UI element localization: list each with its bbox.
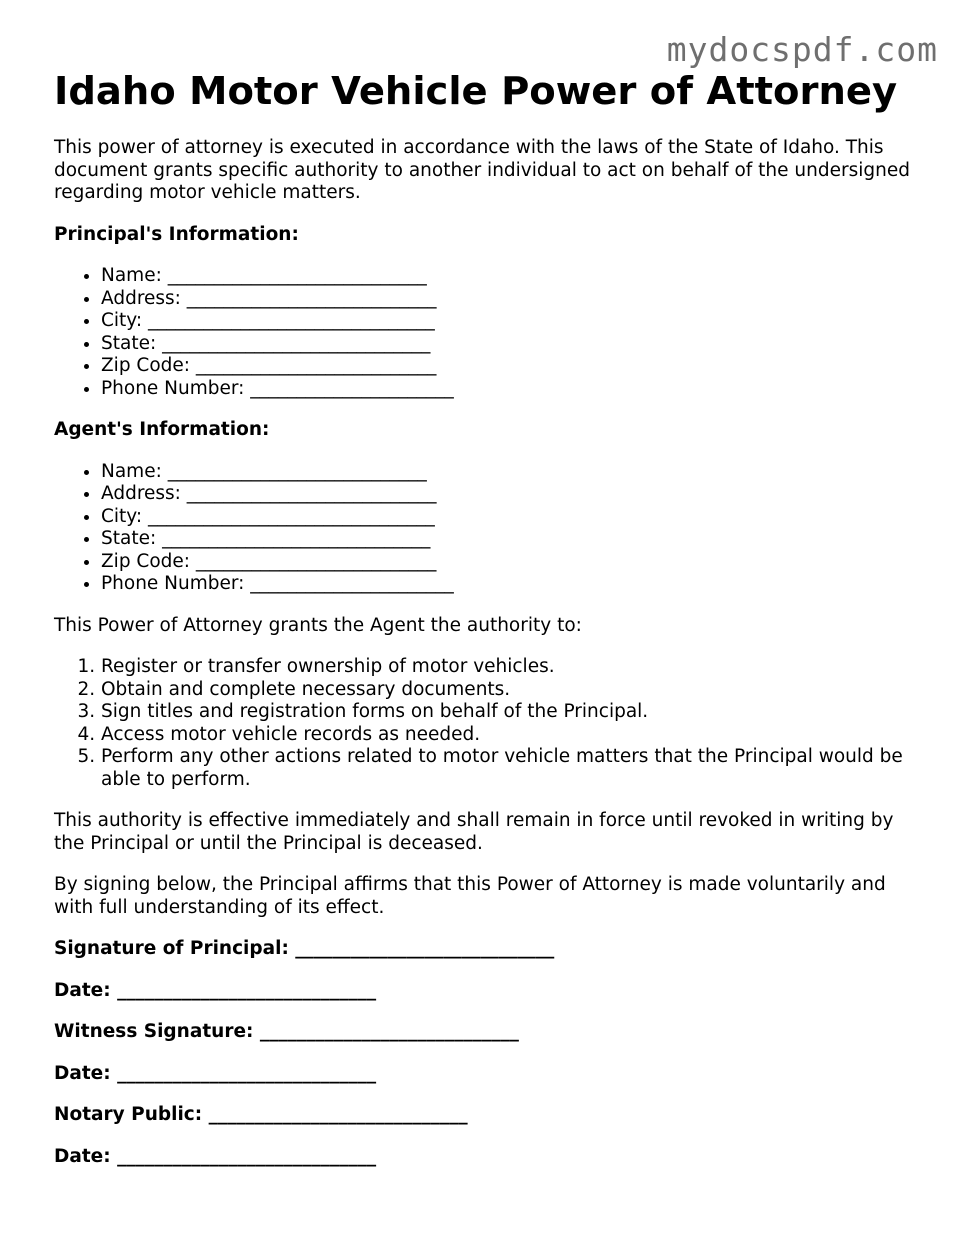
site-watermark: mydocspdf.com	[666, 30, 938, 69]
witness-signature-line: Witness Signature: ____________________________	[54, 1021, 519, 1042]
principal-phone-field: • Phone Number: ______________________	[101, 378, 914, 401]
notary-public-line: Notary Public: ____________________________	[54, 1104, 468, 1125]
intro-paragraph: This power of attorney is executed in accordance with the laws of the State of Idaho. This document grants specific authority to another individual to act on behalf of the undersigned regarding motor vehicle matters.	[54, 137, 910, 203]
agent-phone-field: • Phone Number: ______________________	[101, 573, 914, 596]
agent-name-field: • Name: ____________________________	[101, 461, 914, 484]
principal-state-field: • State: _____________________________	[101, 333, 914, 356]
principal-date-line: Date: ____________________________	[54, 979, 377, 1001]
principal-address-field: • Address: ___________________________	[101, 288, 914, 311]
authority-item: 4. Access motor vehicle records as needed.	[101, 724, 914, 747]
agent-address-field: • Address: ___________________________	[101, 483, 914, 506]
principal-heading: Principal's Information:	[54, 223, 299, 245]
authority-item: 2. Obtain and complete necessary documents.	[101, 679, 914, 702]
authority-item: 5. Perform any other actions related to motor vehicle matters that the Principal would be able to perform.	[101, 746, 914, 791]
agent-zip-field: • Zip Code: __________________________	[101, 551, 914, 574]
principal-name-field: • Name: ____________________________	[101, 265, 914, 288]
principal-zip-field: • Zip Code: __________________________	[101, 355, 914, 378]
agent-heading: Agent's Information:	[54, 419, 270, 440]
affirmation-paragraph: By signing below, the Principal affirms that this Power of Attorney is made voluntarily and with full understanding of its effect.	[54, 874, 886, 918]
document-title: Idaho Motor Vehicle Power of Attorney	[54, 69, 898, 114]
effective-paragraph: This authority is effective immediately and shall remain in force until revoked in writing by the Principal or until the Principal is deceased.	[54, 810, 894, 854]
authority-list	[54, 656, 914, 791]
agent-state-field: • State: _____________________________	[101, 528, 914, 551]
agent-city-field: • City: _______________________________	[101, 506, 914, 529]
principal-city-field: • City: _______________________________	[101, 310, 914, 333]
document-page	[54, 70, 914, 1187]
notary-date-line: Date: ____________________________	[54, 1145, 377, 1167]
principal-signature-line: Signature of Principal: ____________________________	[54, 938, 555, 959]
authority-intro: This Power of Attorney grants the Agent the authority to:	[54, 614, 582, 636]
agent-fields-list	[54, 461, 914, 596]
witness-date-line: Date: ____________________________	[54, 1062, 377, 1084]
authority-item: 1. Register or transfer ownership of motor vehicles.	[101, 656, 914, 679]
authority-item: 3. Sign titles and registration forms on behalf of the Principal.	[101, 701, 914, 724]
principal-fields-list	[54, 265, 914, 400]
